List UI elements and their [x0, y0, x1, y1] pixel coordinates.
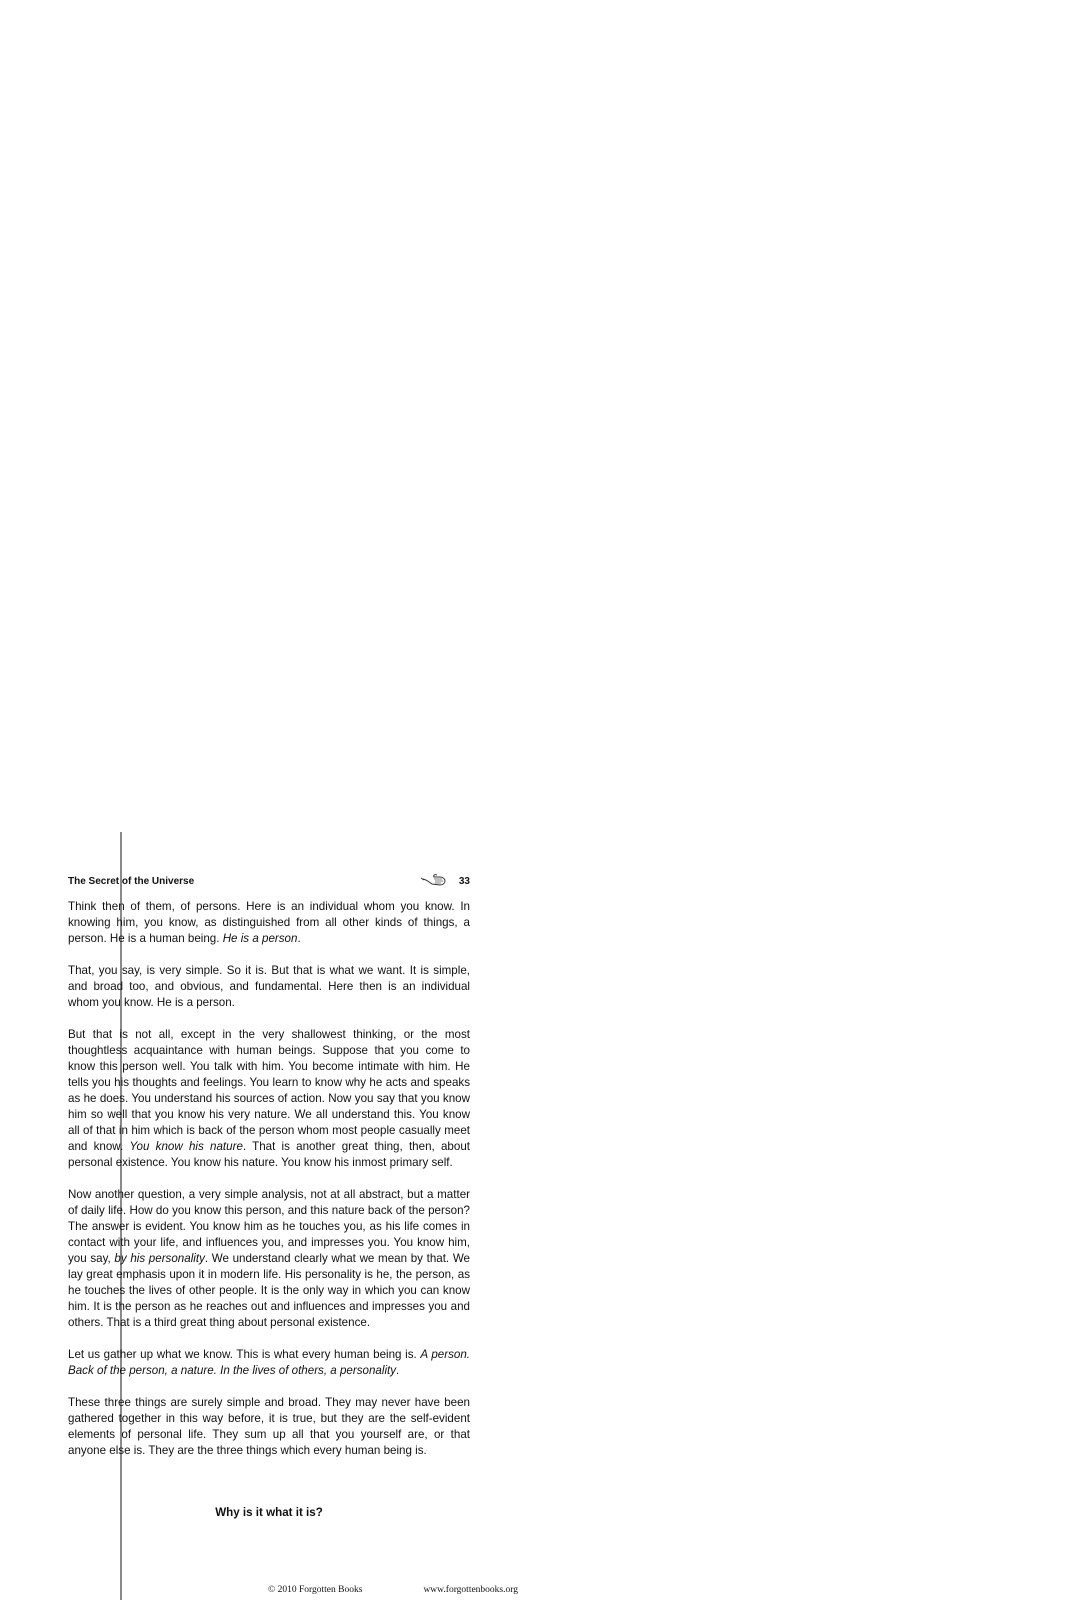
paragraph: Let us gather up what we know. This is what every human being is. A person. Back of the person, a nature. In the lives of others, a personality. — [68, 1348, 471, 1377]
paragraph: But that is not all, except in the very shallowest thinking, or the most thoughtless acquaintance with human beings. Suppose that you come to know this person well. You talk with him. You become intimate with him. He tells you his thoughts and feelings. You learn to know why he acts and speaks as he does. You understand his sources of action. Now you say that you know him so well that you know his very nature. We all understand this. You know all of that in him which is back of the person whom most people casually meet and know. You know his nature. That is another great thing, then, about personal existence. You know his nature. You know his inmost primary self. — [68, 1028, 470, 1169]
copyright-notice: © 2010 Forgotten Books — [268, 1585, 363, 1595]
paragraph: That, you say, is very simple. So it is. But that is what we want. It is simple, and broad too, and obvious, and fundamental. Here then is an individual whom you know. He is a person. — [68, 964, 470, 1009]
book-title: The Secret of the Universe — [68, 875, 195, 887]
section-subheading: Why is it what it is? — [215, 1506, 323, 1519]
page-footer — [268, 1585, 518, 1595]
page-number: 33 — [458, 875, 470, 887]
paragraph: Now another question, a very simple analysis, not at all abstract, but a matter of daily life. How do you know this person, and this nature back of the person? The answer is evident. You know him as he touches you, as his life comes in contact with your life, and influences you, and impresses you. You know him, you say, by his personality. We understand clearly what we mean by that. We lay great emphasis upon it in modern life. His personality is he, the person, as he touches the lives of other people. It is the only way in which you can know him. It is the person as he reaches out and influences and impresses you and others. That is a third great thing about personal existence. — [68, 1188, 470, 1329]
paragraph: Think then of them, of persons. Here is an individual whom you know. In knowing him, you know, as distinguished from all other kinds of things, a person. He is a human being. He is a person. — [68, 900, 470, 945]
paragraph: These three things are surely simple and broad. They may never have been gathered together in this way before, it is true, but they are the self-evident elements of personal life. They sum up all that you yourself are, or that anyone else is. They are the three things which every human being is. — [68, 1396, 470, 1457]
body-text — [68, 899, 470, 1459]
website-link[interactable]: www.forgottenbooks.org — [423, 1585, 518, 1595]
running-head — [68, 872, 470, 890]
hand-pointer-icon — [420, 873, 448, 889]
